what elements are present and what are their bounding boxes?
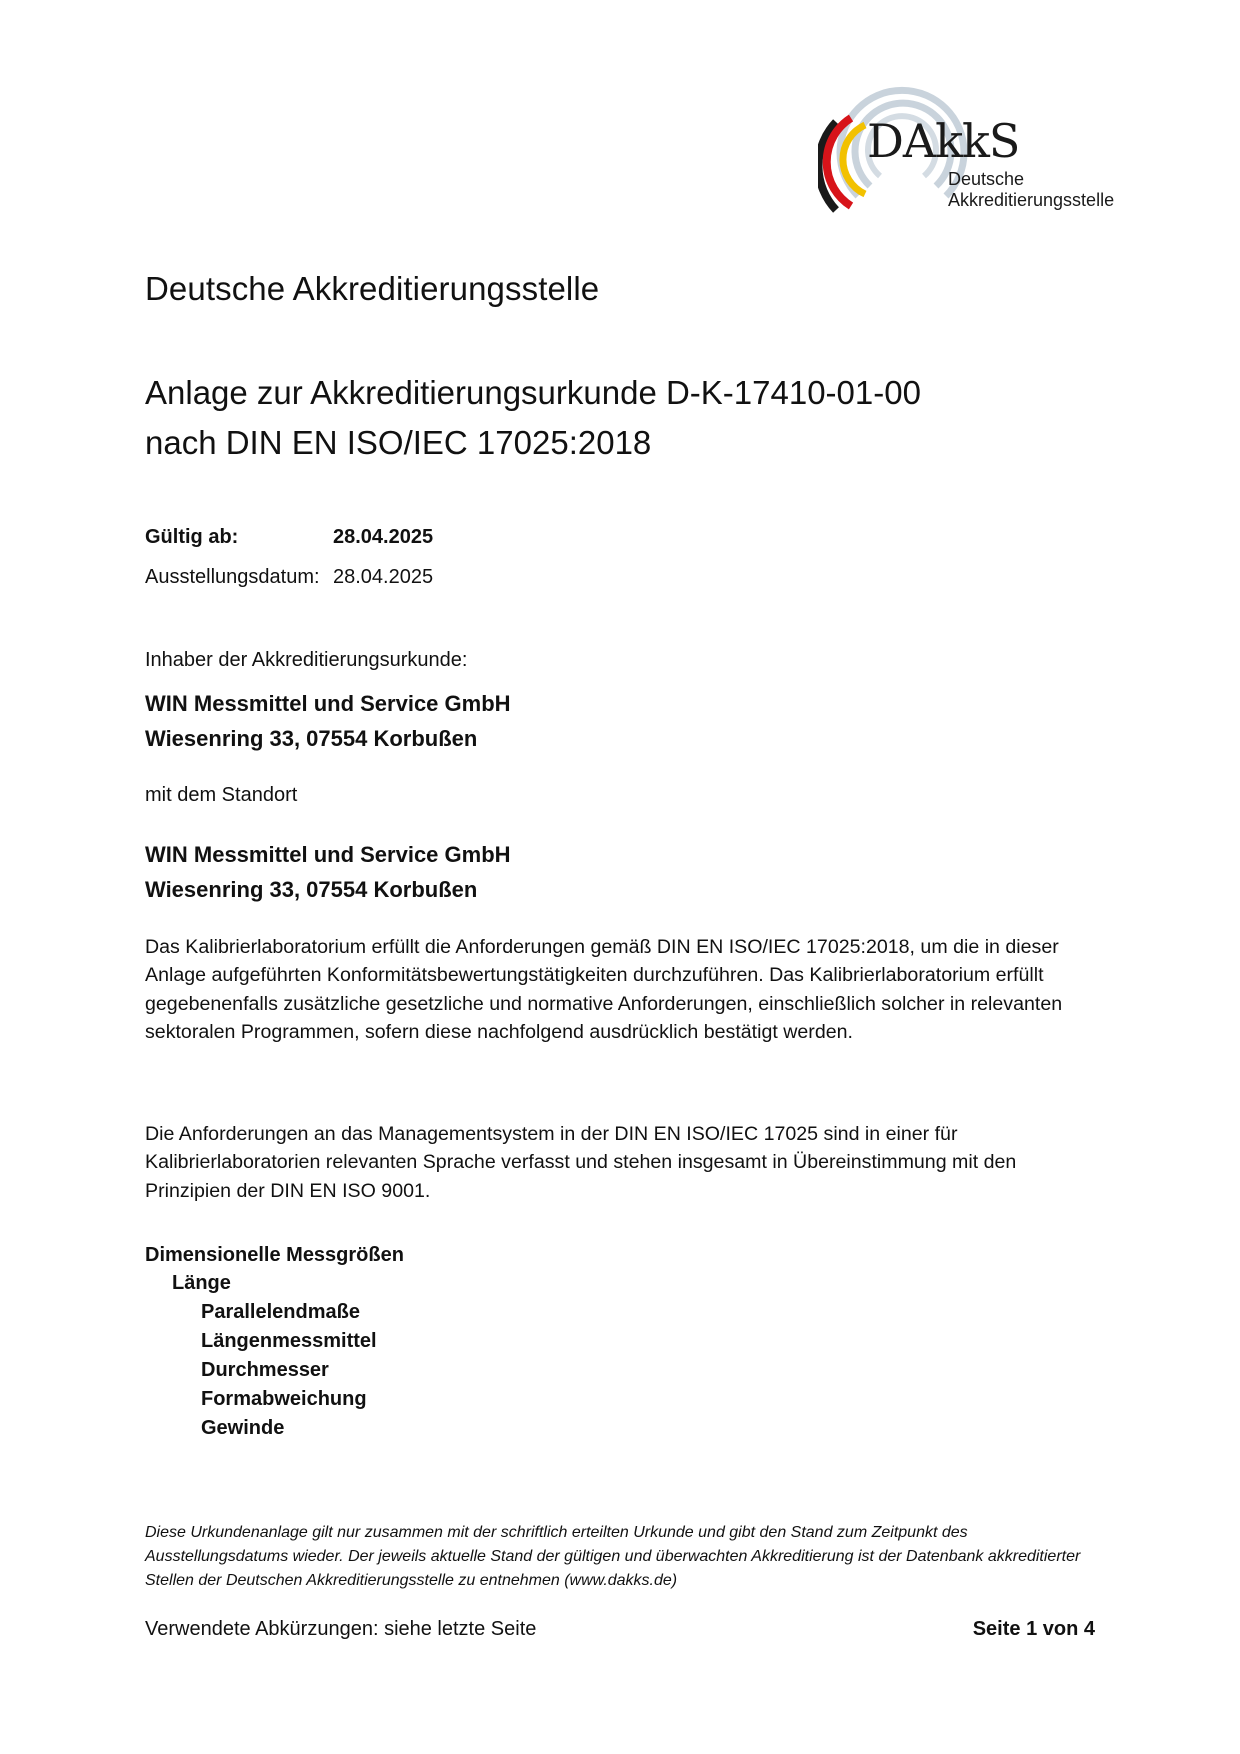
issue-date-value: 28.04.2025	[333, 566, 434, 588]
holder-name: WIN Messmittel und Service GmbH	[145, 691, 511, 716]
logo-subtitle-line1: Deutsche	[948, 169, 1025, 189]
logo-wordmark: DAkkS	[867, 114, 1020, 168]
scope-item: Längenmessmittel	[201, 1330, 377, 1352]
scope-subcategory: Länge	[172, 1272, 231, 1294]
scope-item: Durchmesser	[201, 1359, 329, 1381]
site-address: Wiesenring 33, 07554 Korbußen	[145, 877, 478, 902]
site-name: WIN Messmittel und Service GmbH	[145, 842, 511, 867]
page-number: Seite 1 von 4	[972, 1618, 1095, 1640]
org-title: Deutsche Akkreditierungsstelle	[145, 270, 600, 307]
paragraph-accreditation-scope: Das Kalibrierlaboratorium erfüllt die Anforderungen gemäß DIN EN ISO/IEC 17025:2018, um die in dieser Anlage aufgeführten Konformitätsbewertungstätigkeiten durchzuführen. Das Kalibrierlaboratorium erfüllt gegebenenfalls zusätzliche gesetzliche und normative Anforderungen, einschließlich solcher in relevanten sektoralen Programmen, sofern diese nachfolgend ausdrücklich bestätigt werden.	[145, 936, 1063, 1043]
scope-item: Formabweichung	[201, 1388, 367, 1410]
scope-item: Gewinde	[201, 1417, 285, 1439]
holder-label: Inhaber der Akkreditierungsurkunde:	[145, 649, 468, 671]
holder-address: Wiesenring 33, 07554 Korbußen	[145, 726, 478, 751]
valid-from-value: 28.04.2025	[333, 526, 434, 548]
annex-title-line2: nach DIN EN ISO/IEC 17025:2018	[145, 424, 652, 461]
issue-date-label: Ausstellungsdatum:	[145, 566, 320, 588]
scope-item: Parallelendmaße	[201, 1301, 360, 1323]
paragraph-management-system: Die Anforderungen an das Managementsystem in der DIN EN ISO/IEC 17025 sind in einer für Kalibrierlaboratorien relevanten Sprache verfasst und stehen insgesamt in Übereinstimmung mit den Prinzipien der DIN EN ISO 9001.	[145, 1123, 1017, 1202]
scope-category: Dimensionelle Messgrößen	[145, 1244, 404, 1266]
annex-title-line1: Anlage zur Akkreditierungsurkunde D-K-17410-01-00	[145, 374, 921, 411]
logo-subtitle-line2: Akkreditierungsstelle	[948, 190, 1115, 210]
footer-abbreviations: Verwendete Abkürzungen: siehe letzte Seite	[145, 1618, 537, 1640]
site-label: mit dem Standort	[145, 784, 298, 806]
footer-validity-note: Diese Urkundenanlage gilt nur zusammen mit der schriftlich erteilten Urkunde und gibt den Stand zum Zeitpunkt des Ausstellungsdatums wieder. Der jeweils aktuelle Stand der gültigen und überwachten Akkreditierung ist der Datenbank akkreditierter Stellen der Deutschen Akkreditierungsstelle zu entnehmen (www.dakks.de)	[145, 1524, 1081, 1589]
valid-from-label: Gültig ab:	[145, 526, 239, 548]
